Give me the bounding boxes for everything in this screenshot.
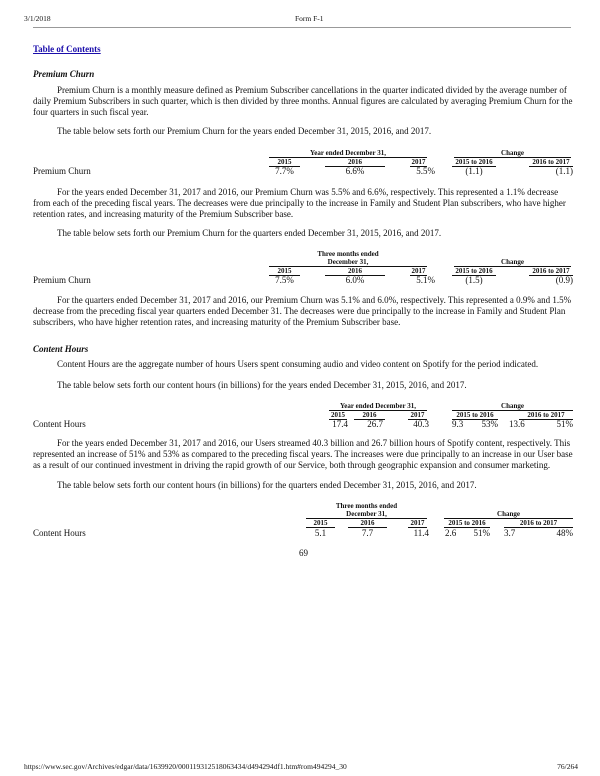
- column-group-header: Change: [452, 402, 573, 411]
- column-header: 2017: [408, 519, 427, 528]
- section-heading-premium-churn: Premium Churn: [33, 69, 95, 79]
- cell: (0.9): [555, 275, 573, 285]
- column-header: 2017: [408, 411, 427, 420]
- cell: 9.3: [452, 419, 464, 429]
- column-group-header: Change: [454, 149, 571, 158]
- cell: 7.5%: [275, 275, 294, 285]
- table-of-contents-link[interactable]: Table of Contents: [33, 44, 101, 54]
- column-header: 2015 to 2016: [452, 411, 498, 420]
- paragraph: For the years ended December 31, 2017 and 2016, our Premium Churn was 5.5% and 6.6%, respectively. This represented a 1.1% decrease from each of the preceding fiscal years. The decreases were due principally to the increase in Family and Student Plan subscribers, who have higher retention rates, and increasing maturity of the Premium Subscriber base.: [33, 187, 566, 219]
- column-group-header: December 31,: [306, 510, 427, 519]
- cell: 53%: [481, 419, 498, 429]
- print-title: Form F-1: [295, 14, 324, 23]
- cell: (1.1): [465, 166, 483, 176]
- column-header: 2017: [411, 267, 426, 275]
- cell: 11.4: [413, 528, 429, 538]
- cell: 6.6%: [345, 166, 365, 176]
- paragraph: For the years ended December 31, 2017 and 2016, our Users streamed 40.3 billion and 26.7 billion hours of Spotify content, respectively. This represented an increase of 51% and 53% as compared to the preceding fiscal years. The increases were due principally to an increase in our User base as a result of our continued investment in driving the rapid growth of our Service, both through geographic expansion and consumer marketing.: [33, 438, 573, 470]
- paragraph: Content Hours are the aggregate number of hours Users spent consuming audio and video content on Spotify for the period indicated.: [57, 359, 539, 369]
- cell: 5.5%: [416, 166, 435, 176]
- print-date: 3/1/2018: [24, 14, 51, 23]
- cell: 51%: [473, 528, 490, 538]
- column-header: 2016: [348, 519, 387, 528]
- column-group-header: December 31,: [269, 258, 427, 267]
- column-header: 2016 to 2017: [504, 519, 573, 528]
- cell: 40.3: [413, 419, 429, 429]
- column-header: 2016: [325, 267, 385, 276]
- cell: 6.0%: [345, 275, 365, 285]
- column-group-header: Three months ended: [317, 250, 379, 258]
- cell: 13.6: [509, 419, 525, 429]
- page-number: 69: [299, 548, 308, 558]
- paragraph: The table below sets forth our content hours (in billions) for the quarters ended December 31, 2015, 2016, and 2017.: [57, 480, 477, 490]
- header-divider: [33, 27, 571, 28]
- column-header: 2016 to 2017: [529, 267, 573, 276]
- row-label: Content Hours: [33, 419, 86, 429]
- column-header: 2016 to 2017: [519, 411, 573, 420]
- paragraph: The table below sets forth our Premium Churn for the years ended December 31, 2015, 2016, and 2017.: [57, 126, 432, 136]
- cell: 5.1: [314, 528, 327, 538]
- column-group-header: Change: [444, 510, 573, 519]
- column-group-header: Year ended December 31,: [329, 402, 427, 411]
- column-header: 2015 to 2016: [452, 158, 496, 167]
- cell: 7.7: [361, 528, 374, 538]
- cell: 3.7: [504, 528, 516, 538]
- column-group-header: Change: [454, 258, 571, 267]
- row-label: Premium Churn: [33, 166, 91, 176]
- column-header: 2016 to 2017: [529, 158, 573, 167]
- paragraph: The table below sets forth our content hours (in billions) for the years ended December 31, 2015, 2016, and 2017.: [57, 380, 467, 390]
- cell: 51%: [556, 419, 573, 429]
- column-header: 2017: [411, 158, 426, 166]
- column-header: 2015 to 2016: [452, 267, 496, 276]
- column-header: 2016: [325, 158, 385, 167]
- cell: 7.7%: [275, 166, 294, 176]
- column-header: 2015: [306, 519, 335, 528]
- cell: 26.7: [367, 419, 383, 429]
- footer-url: https://www.sec.gov/Archives/edgar/data/1639920/000119312518063434/d494294df1.htm#rom494294_30: [24, 762, 347, 771]
- cell: 2.6: [445, 528, 457, 538]
- cell: 17.4: [332, 419, 348, 429]
- cell: 5.1%: [416, 275, 435, 285]
- column-header: 2015: [269, 267, 300, 276]
- column-header: 2015: [331, 411, 345, 419]
- column-header: 2016: [354, 411, 385, 420]
- column-header: 2015 to 2016: [444, 519, 490, 528]
- row-label: Premium Churn: [33, 275, 91, 285]
- cell: (1.1): [555, 166, 573, 176]
- column-header: 2015: [269, 158, 300, 167]
- cell: (1.5): [465, 275, 483, 285]
- row-label: Content Hours: [33, 528, 86, 538]
- column-group-header: Year ended December 31,: [269, 149, 427, 158]
- cell: 48%: [556, 528, 573, 538]
- footer-page-count: 76/264: [557, 762, 578, 771]
- paragraph: Premium Churn is a monthly measure defined as Premium Subscriber cancellations in the quarter indicated divided by the average number of daily Premium Subscribers in such quarter, which is then divided by three months. Annual figures are calculated by averaging Premium Churn for the four quarters in such fiscal year.: [33, 85, 573, 117]
- section-heading-content-hours: Content Hours: [33, 344, 89, 354]
- paragraph: The table below sets forth our Premium Churn for the quarters ended December 31, 2015, 2016, and 2017.: [57, 228, 442, 238]
- paragraph: For the quarters ended December 31, 2017 and 2016, our Premium Churn was 5.1% and 6.0%, respectively. This represented a 0.9% and 1.5% decrease from the preceding fiscal year quarters ended December 31. The decreases were due principally to the increase in Family and Student Plan subscribers, who have higher retention rates, and increasing maturity of the Premium Subscriber base.: [33, 295, 572, 327]
- column-group-header: Three months ended: [335, 502, 398, 510]
